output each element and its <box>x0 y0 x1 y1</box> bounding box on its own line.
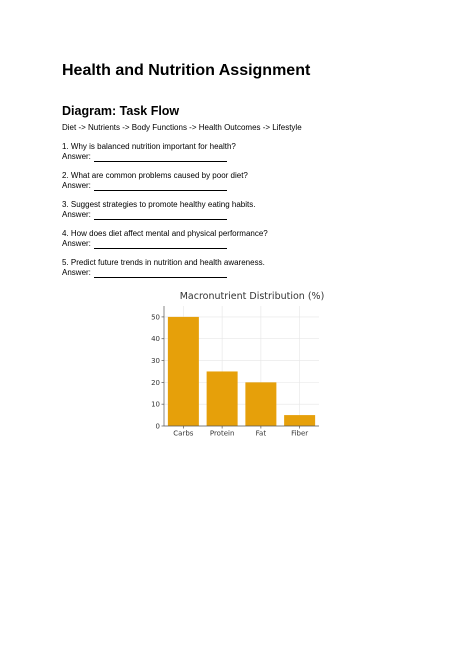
answer-blank-line[interactable] <box>94 182 227 191</box>
answer-label: Answer: <box>62 181 91 190</box>
x-tick-label: Carbs <box>173 429 194 438</box>
answer-row <box>62 152 362 162</box>
answer-row <box>62 239 362 249</box>
y-tick-label: 40 <box>151 335 160 344</box>
question-list <box>62 142 362 287</box>
bar-fat <box>245 382 276 426</box>
question-text: 2. What are common problems caused by poor diet? <box>62 171 248 180</box>
y-tick-label: 30 <box>151 357 160 366</box>
answer-label: Answer: <box>62 210 91 219</box>
question-text: 5. Predict future trends in nutrition and health awareness. <box>62 258 265 267</box>
answer-label: Answer: <box>62 152 91 161</box>
chart-title: Macronutrient Distribution (%) <box>179 291 325 302</box>
bar-fiber <box>284 415 315 426</box>
y-tick-label: 20 <box>151 378 160 387</box>
x-tick-label: Fiber <box>291 429 309 438</box>
bar-layer <box>168 317 315 426</box>
x-tick-label: Fat <box>255 429 267 438</box>
question-item <box>62 171 362 200</box>
answer-row <box>62 210 362 220</box>
answer-row <box>62 268 362 278</box>
question-text: 4. How does diet affect mental and physical performance? <box>62 229 268 238</box>
document-title: Health and Nutrition Assignment <box>62 62 311 79</box>
answer-blank-line[interactable] <box>94 269 227 278</box>
section-heading: Diagram: Task Flow <box>62 104 180 118</box>
y-tick-label: 0 <box>155 422 160 431</box>
y-tick-label: 10 <box>151 400 160 409</box>
question-text: 1. Why is balanced nutrition important for health? <box>62 142 236 151</box>
task-flow-text: Diet -> Nutrients -> Body Functions -> Health Outcomes -> Lifestyle <box>62 123 302 132</box>
answer-blank-line[interactable] <box>94 240 227 249</box>
x-tick-label: Protein <box>209 429 235 438</box>
macronutrient-chart <box>142 286 332 440</box>
answer-blank-line[interactable] <box>94 211 227 220</box>
answer-label: Answer: <box>62 239 91 248</box>
bar-chart-svg <box>142 286 332 440</box>
bar-protein <box>207 371 238 426</box>
question-text: 3. Suggest strategies to promote healthy eating habits. <box>62 200 256 209</box>
question-item <box>62 142 362 171</box>
question-item <box>62 258 362 287</box>
answer-blank-line[interactable] <box>94 153 227 162</box>
answer-label: Answer: <box>62 268 91 277</box>
question-item <box>62 200 362 229</box>
y-tick-label: 50 <box>151 313 160 322</box>
answer-row <box>62 181 362 191</box>
question-item <box>62 229 362 258</box>
bar-carbs <box>168 317 199 426</box>
